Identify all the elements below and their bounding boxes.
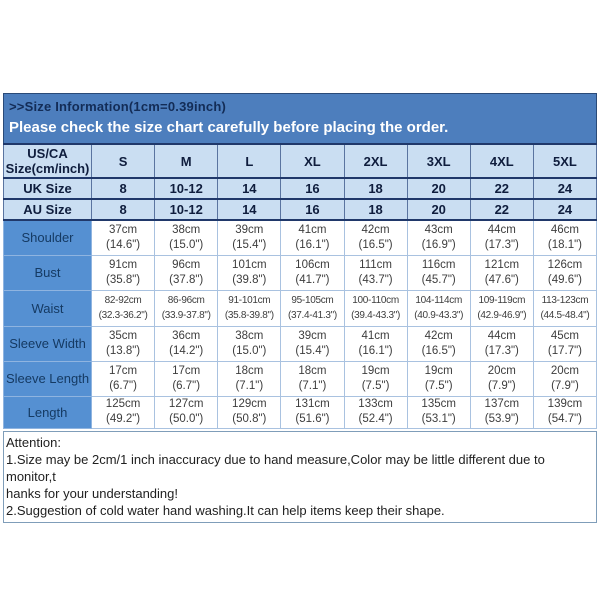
sleeve-length-cell: 18cm (7.1") [281, 361, 344, 396]
size-col-3xl: 3XL [407, 144, 470, 178]
au-size-value: 10-12 [155, 199, 218, 220]
uk-size-label: UK Size [4, 178, 92, 199]
size-col-s: S [92, 144, 155, 178]
banner-subtitle: Please check the size chart carefully before placing the order. [9, 119, 449, 136]
length-row [4, 396, 597, 428]
corner-line2: Size(cm/inch) [5, 161, 90, 176]
bust-cell: 106cm (41.7") [281, 255, 344, 290]
sleeve-width-cell: 44cm (17.3") [470, 326, 533, 361]
bust-cell: 126cm (49.6") [533, 255, 596, 290]
corner-cell [4, 144, 92, 178]
au-size-label: AU Size [4, 199, 92, 220]
size-col-l: L [218, 144, 281, 178]
shoulder-cell: 44cm (17.3") [470, 220, 533, 255]
banner [3, 93, 597, 143]
waist-cell: 82-92cm (32.3-36.2") [92, 290, 155, 326]
sleeve-width-cell: 39cm (15.4") [281, 326, 344, 361]
shoulder-cell: 39cm (15.4") [218, 220, 281, 255]
size-col-4xl: 4XL [470, 144, 533, 178]
sleeve-length-cell: 19cm (7.5") [344, 361, 407, 396]
waist-cell: 95-105cm (37.4-41.3") [281, 290, 344, 326]
waist-cell: 86-96cm (33.9-37.8") [155, 290, 218, 326]
row-label-length: Length [4, 396, 92, 428]
uk-size-value: 8 [92, 178, 155, 199]
row-label-shoulder: Shoulder [4, 220, 92, 255]
shoulder-cell: 41cm (16.1") [281, 220, 344, 255]
au-size-value: 8 [92, 199, 155, 220]
sleeve-width-cell: 38cm (15.0") [218, 326, 281, 361]
attention-heading: Attention: [6, 434, 61, 450]
size-col-xl: XL [281, 144, 344, 178]
length-cell: 133cm (52.4") [344, 396, 407, 428]
waist-row [4, 290, 597, 326]
au-size-value: 18 [344, 199, 407, 220]
sleeve-width-cell: 36cm (14.2") [155, 326, 218, 361]
shoulder-row [4, 220, 597, 255]
sleeve-width-cell: 35cm (13.8") [92, 326, 155, 361]
shoulder-cell: 42cm (16.5") [344, 220, 407, 255]
sleeve-length-row [4, 361, 597, 396]
length-cell: 131cm (51.6") [281, 396, 344, 428]
bust-cell: 91cm (35.8") [92, 255, 155, 290]
au-size-value: 20 [407, 199, 470, 220]
au-size-value: 14 [218, 199, 281, 220]
length-cell: 135cm (53.1") [407, 396, 470, 428]
bust-cell: 96cm (37.8") [155, 255, 218, 290]
bust-cell: 121cm (47.6") [470, 255, 533, 290]
row-label-sleeve-length: Sleeve Length [4, 361, 92, 396]
length-cell: 129cm (50.8") [218, 396, 281, 428]
length-cell: 137cm (53.9") [470, 396, 533, 428]
uk-size-value: 22 [470, 178, 533, 199]
size-col-5xl: 5XL [533, 144, 596, 178]
sleeve-width-row [4, 326, 597, 361]
banner-title: >>Size Information(1cm=0.39inch) [9, 99, 226, 114]
bust-row [4, 255, 597, 290]
size-header-row [4, 144, 597, 178]
waist-cell: 104-114cm (40.9-43.3") [407, 290, 470, 326]
sleeve-width-cell: 41cm (16.1") [344, 326, 407, 361]
sleeve-width-cell: 42cm (16.5") [407, 326, 470, 361]
au-size-value: 22 [470, 199, 533, 220]
au-size-value: 24 [533, 199, 596, 220]
uk-size-value: 14 [218, 178, 281, 199]
length-cell: 139cm (54.7") [533, 396, 596, 428]
uk-size-value: 16 [281, 178, 344, 199]
bust-cell: 116cm (45.7") [407, 255, 470, 290]
waist-cell: 113-123cm (44.5-48.4") [533, 290, 596, 326]
sleeve-length-cell: 20cm (7.9") [533, 361, 596, 396]
waist-cell: 100-110cm (39.4-43.3") [344, 290, 407, 326]
sleeve-length-cell: 18cm (7.1") [218, 361, 281, 396]
uk-size-row [4, 178, 597, 199]
corner-line1: US/CA [27, 146, 68, 161]
bust-cell: 111cm (43.7") [344, 255, 407, 290]
waist-cell: 109-119cm (42.9-46.9") [470, 290, 533, 326]
sleeve-length-cell: 20cm (7.9") [470, 361, 533, 396]
attention-line: 2.Suggestion of cold water hand washing.It can help items keep their shape. [6, 502, 445, 518]
size-chart-panel [3, 93, 597, 523]
shoulder-cell: 38cm (15.0") [155, 220, 218, 255]
attention-line: 1.Size may be 2cm/1 inch inaccuracy due to hand measure,Color may be little different due to monitor,t [6, 451, 545, 484]
length-cell: 125cm (49.2") [92, 396, 155, 428]
uk-size-value: 18 [344, 178, 407, 199]
sleeve-length-cell: 17cm (6.7") [155, 361, 218, 396]
attention-note [3, 431, 597, 523]
length-cell: 127cm (50.0") [155, 396, 218, 428]
size-col-m: M [155, 144, 218, 178]
shoulder-cell: 37cm (14.6") [92, 220, 155, 255]
row-label-sleeve-width: Sleeve Width [4, 326, 92, 361]
au-size-value: 16 [281, 199, 344, 220]
shoulder-cell: 43cm (16.9") [407, 220, 470, 255]
attention-line: hanks for your understanding! [6, 485, 178, 501]
sleeve-length-cell: 17cm (6.7") [92, 361, 155, 396]
row-label-bust: Bust [4, 255, 92, 290]
au-size-row [4, 199, 597, 220]
bust-cell: 101cm (39.8") [218, 255, 281, 290]
uk-size-value: 20 [407, 178, 470, 199]
uk-size-value: 10-12 [155, 178, 218, 199]
waist-cell: 91-101cm (35.8-39.8") [218, 290, 281, 326]
sleeve-width-cell: 45cm (17.7") [533, 326, 596, 361]
size-col-2xl: 2XL [344, 144, 407, 178]
size-table [3, 143, 597, 429]
row-label-waist: Waist [4, 290, 92, 326]
shoulder-cell: 46cm (18.1") [533, 220, 596, 255]
sleeve-length-cell: 19cm (7.5") [407, 361, 470, 396]
uk-size-value: 24 [533, 178, 596, 199]
